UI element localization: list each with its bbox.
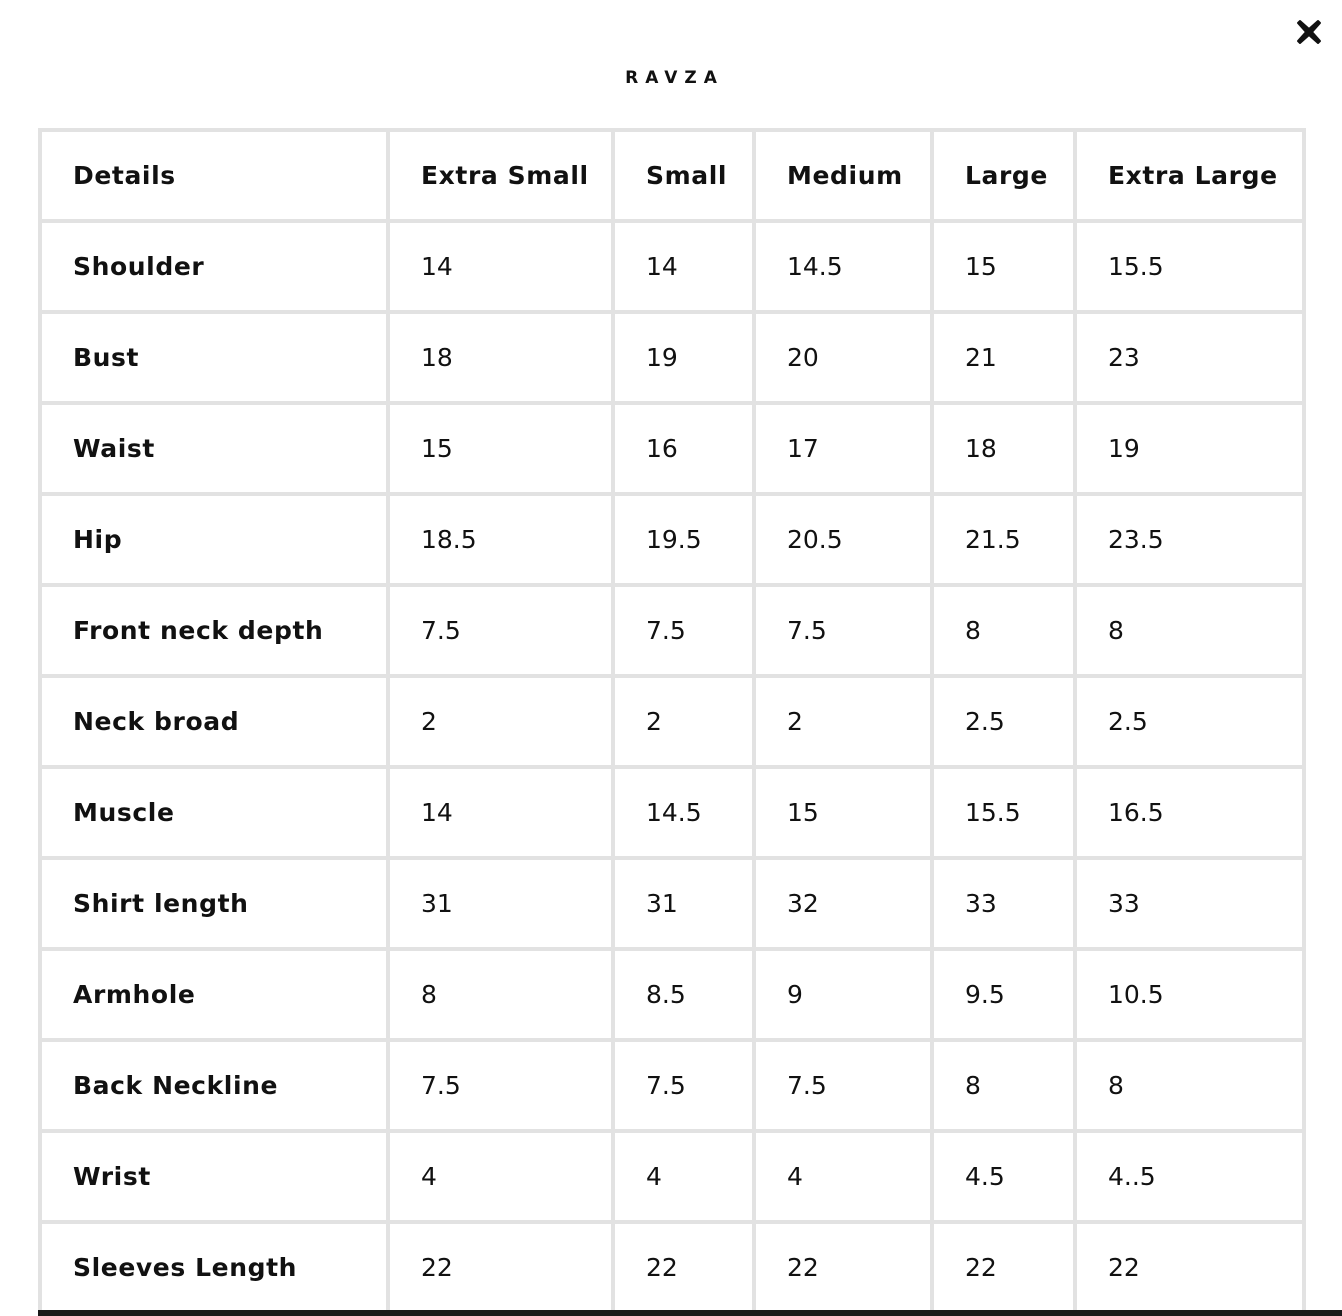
table-row [42,1042,1302,1129]
table-row [42,405,1302,492]
size-value-cell: 33 [934,860,1073,947]
brand-title: RAVZA [625,68,724,88]
size-value-cell: 10.5 [1077,951,1302,1038]
table-row [42,678,1302,765]
size-value-cell: 16 [615,405,752,492]
size-value-cell: 8 [1077,1042,1302,1129]
size-value-cell: 15 [390,405,611,492]
column-header: Large [934,132,1073,219]
size-value-cell: 19.5 [615,496,752,583]
table-row [42,769,1302,856]
size-value-cell: 16.5 [1077,769,1302,856]
row-label: Front neck depth [42,587,386,674]
size-value-cell: 22 [934,1224,1073,1311]
size-value-cell: 15 [756,769,930,856]
row-label: Armhole [42,951,386,1038]
size-value-cell: 23 [1077,314,1302,401]
size-value-cell: 2 [390,678,611,765]
table-row [42,1133,1302,1220]
size-value-cell: 21.5 [934,496,1073,583]
close-x-icon [1291,14,1327,50]
row-label: Back Neckline [42,1042,386,1129]
size-value-cell: 20.5 [756,496,930,583]
table-row [42,951,1302,1038]
size-value-cell: 8 [390,951,611,1038]
size-value-cell: 31 [615,860,752,947]
header-row [42,132,1302,219]
table-row [42,314,1302,401]
table-row [42,1224,1302,1311]
size-value-cell: 4.5 [934,1133,1073,1220]
size-value-cell: 15.5 [934,769,1073,856]
table-row [42,496,1302,583]
size-value-cell: 32 [756,860,930,947]
size-value-cell: 21 [934,314,1073,401]
size-value-cell: 18.5 [390,496,611,583]
row-label: Shirt length [42,860,386,947]
size-value-cell: 15.5 [1077,223,1302,310]
size-value-cell: 9.5 [934,951,1073,1038]
size-value-cell: 15 [934,223,1073,310]
column-header: Medium [756,132,930,219]
table-row [42,223,1302,310]
size-value-cell: 20 [756,314,930,401]
size-value-cell: 7.5 [390,1042,611,1129]
row-label: Neck broad [42,678,386,765]
close-button[interactable] [1291,14,1327,50]
size-value-cell: 4 [390,1133,611,1220]
bottom-edge [0,1310,1342,1316]
size-value-cell: 4 [615,1133,752,1220]
size-value-cell: 17 [756,405,930,492]
size-value-cell: 7.5 [756,1042,930,1129]
column-header: Extra Large [1077,132,1302,219]
size-value-cell: 8.5 [615,951,752,1038]
size-value-cell: 18 [390,314,611,401]
size-value-cell: 19 [1077,405,1302,492]
size-value-cell: 7.5 [615,587,752,674]
row-label: Hip [42,496,386,583]
size-value-cell: 14 [615,223,752,310]
row-label: Muscle [42,769,386,856]
size-value-cell: 33 [1077,860,1302,947]
size-value-cell: 7.5 [756,587,930,674]
size-value-cell: 4 [756,1133,930,1220]
column-header: Small [615,132,752,219]
size-value-cell: 7.5 [615,1042,752,1129]
size-value-cell: 18 [934,405,1073,492]
size-value-cell: 22 [756,1224,930,1311]
size-value-cell: 2.5 [1077,678,1302,765]
size-value-cell: 14.5 [756,223,930,310]
size-value-cell: 14.5 [615,769,752,856]
size-value-cell: 2.5 [934,678,1073,765]
row-label: Bust [42,314,386,401]
size-value-cell: 2 [756,678,930,765]
size-value-cell: 19 [615,314,752,401]
table-row [42,587,1302,674]
size-value-cell: 8 [934,587,1073,674]
size-chart-table [38,128,1306,1315]
size-value-cell: 8 [934,1042,1073,1129]
column-header: Extra Small [390,132,611,219]
size-value-cell: 2 [615,678,752,765]
size-value-cell: 22 [390,1224,611,1311]
size-value-cell: 23.5 [1077,496,1302,583]
row-label: Shoulder [42,223,386,310]
size-value-cell: 7.5 [390,587,611,674]
size-value-cell: 31 [390,860,611,947]
row-label: Waist [42,405,386,492]
table-row [42,860,1302,947]
size-value-cell: 22 [1077,1224,1302,1311]
size-value-cell: 14 [390,769,611,856]
size-value-cell: 9 [756,951,930,1038]
size-value-cell: 4..5 [1077,1133,1302,1220]
size-value-cell: 22 [615,1224,752,1311]
size-chart-body [42,132,1302,1311]
size-value-cell: 14 [390,223,611,310]
row-label: Sleeves Length [42,1224,386,1311]
row-label: Wrist [42,1133,386,1220]
size-value-cell: 8 [1077,587,1302,674]
column-header: Details [42,132,386,219]
